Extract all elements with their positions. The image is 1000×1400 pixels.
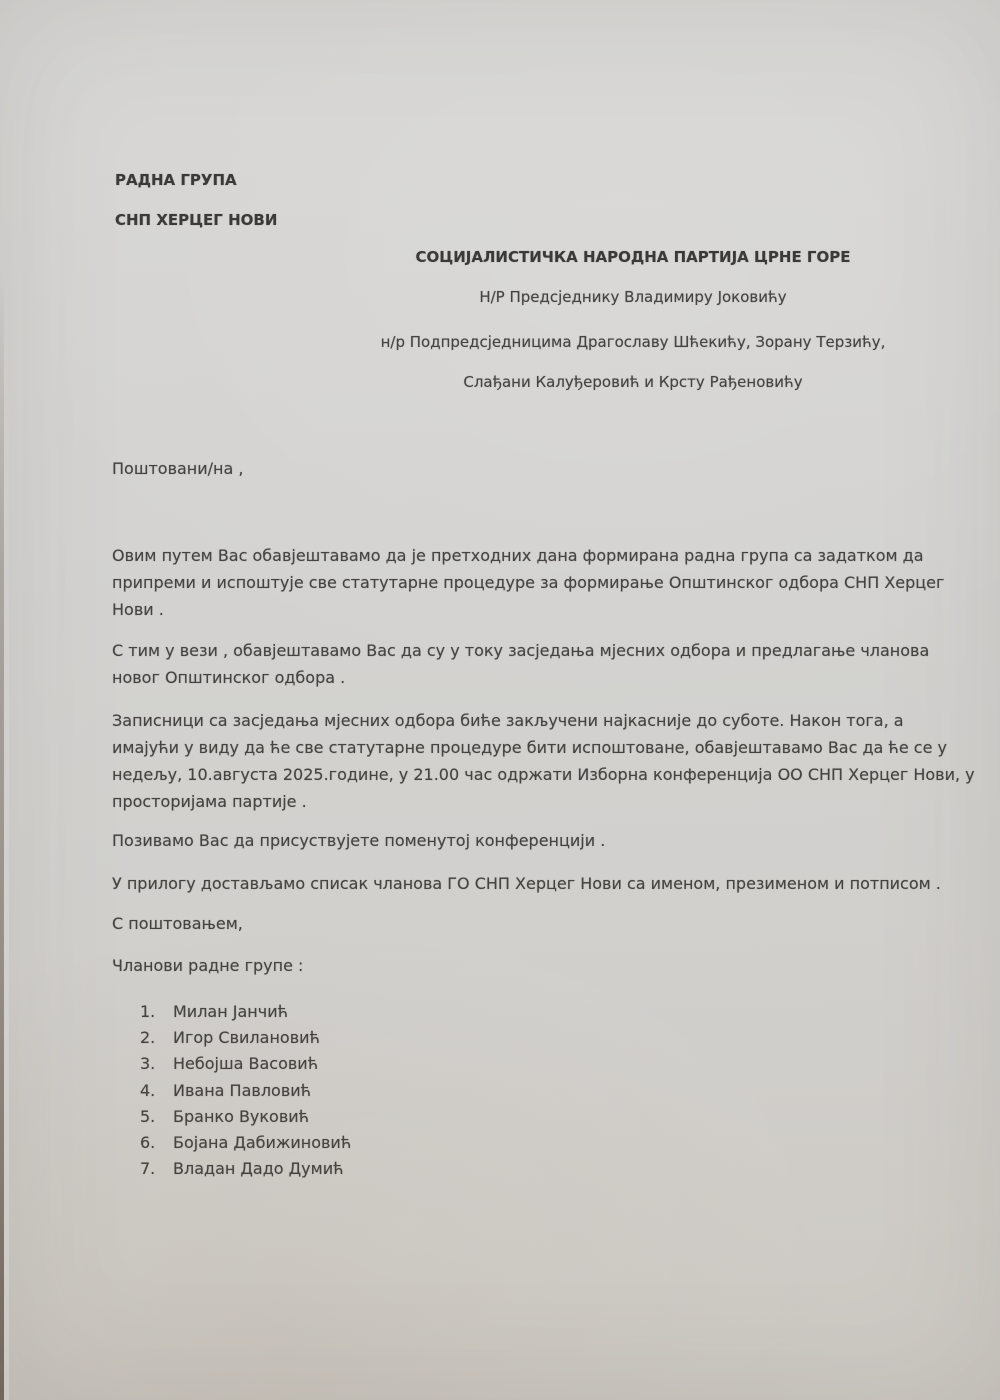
member-row-4	[140, 1081, 311, 1101]
member-row-6	[140, 1133, 351, 1153]
paragraph-3-line-2: имајући у виду да ће све статутарне процедуре бити испоштоване, обавјештавамо Вас да ће се у	[112, 738, 947, 757]
salutation: Поштовани/на ,	[112, 459, 244, 478]
member-number: 4.	[140, 1081, 156, 1100]
paragraph-5	[112, 870, 941, 897]
member-name: Игор Свилановић	[173, 1028, 320, 1047]
paragraph-3-line-4: просторијама партије .	[112, 792, 307, 811]
recipient-attn-vice-presidents-2: Слађани Калуђеровић и Крсту Рађеновићу	[463, 373, 803, 391]
member-number: 2.	[140, 1028, 156, 1047]
member-name: Ивана Павловић	[173, 1081, 312, 1100]
member-row-3	[140, 1054, 318, 1074]
recipient-org: СОЦИЈАЛИСТИЧКА НАРОДНА ПАРТИЈА ЦРНЕ ГОРЕ	[415, 248, 851, 266]
paragraph-2-line-1: С тим у вези , обавјештавамо Вас да су у току засједања мјесних одбора и предлагање чланова	[112, 641, 930, 660]
paragraph-4-line-1: Позивамо Вас да присуствујете поменутој конференцији .	[112, 831, 606, 850]
member-number: 7.	[140, 1159, 156, 1178]
paragraph-1-line-1: Овим путем Вас обавјештавамо да је претходних дана формирана радна група са задатком да	[112, 546, 924, 565]
closing: С поштовањем,	[112, 914, 243, 933]
sender-line-1: РАДНА ГРУПА	[115, 171, 237, 189]
recipient-attn-president: Н/Р Предсједнику Владимиру Јоковићу	[479, 288, 787, 306]
member-number: 5.	[140, 1107, 156, 1126]
member-row-5	[140, 1107, 309, 1127]
paragraph-3-line-1: Записници са засједања мјесних одбора биће закључени најкасније до суботе. Након тога, а	[112, 711, 904, 730]
paragraph-1-line-2: припреми и испоштује све статутарне процедуре за формирање Општинског одбора СНП Херцег	[112, 573, 945, 592]
member-number: 1.	[140, 1002, 156, 1021]
member-row-1	[140, 1002, 288, 1022]
member-name: Небојша Васовић	[173, 1054, 319, 1073]
paragraph-3	[112, 707, 975, 815]
paragraph-1-line-3: Нови .	[112, 600, 164, 619]
member-number: 6.	[140, 1133, 156, 1152]
member-row-2	[140, 1028, 320, 1048]
paragraph-2-line-2: новог Општинског одбора .	[112, 668, 346, 687]
paragraph-3-line-3: недељу, 10.августа 2025.године, у 21.00 час одржати Изборна конференција ОО СНП Херцег Нови, у	[112, 765, 975, 784]
paragraph-2	[112, 637, 930, 691]
member-name: Бранко Вуковић	[173, 1107, 310, 1126]
paragraph-5-line-1: У прилогу достављамо списак чланова ГО СНП Херцег Нови са именом, презименом и потписом .	[112, 874, 941, 893]
members-list-heading: Чланови радне групе :	[112, 956, 304, 975]
member-name: Бојана Дабижиновић	[173, 1133, 352, 1152]
member-name: Владан Дадо Думић	[173, 1159, 344, 1178]
paragraph-4	[112, 827, 912, 854]
member-name: Милан Јанчић	[173, 1002, 289, 1021]
member-row-7	[140, 1159, 344, 1179]
paragraph-1	[112, 542, 945, 623]
recipient-attn-vice-presidents-1: н/р Подпредсједницима Драгославу Шћекићу, Зорану Терзићу,	[380, 333, 886, 351]
sender-line-2: СНП ХЕРЦЕГ НОВИ	[115, 211, 278, 229]
member-number: 3.	[140, 1054, 156, 1073]
